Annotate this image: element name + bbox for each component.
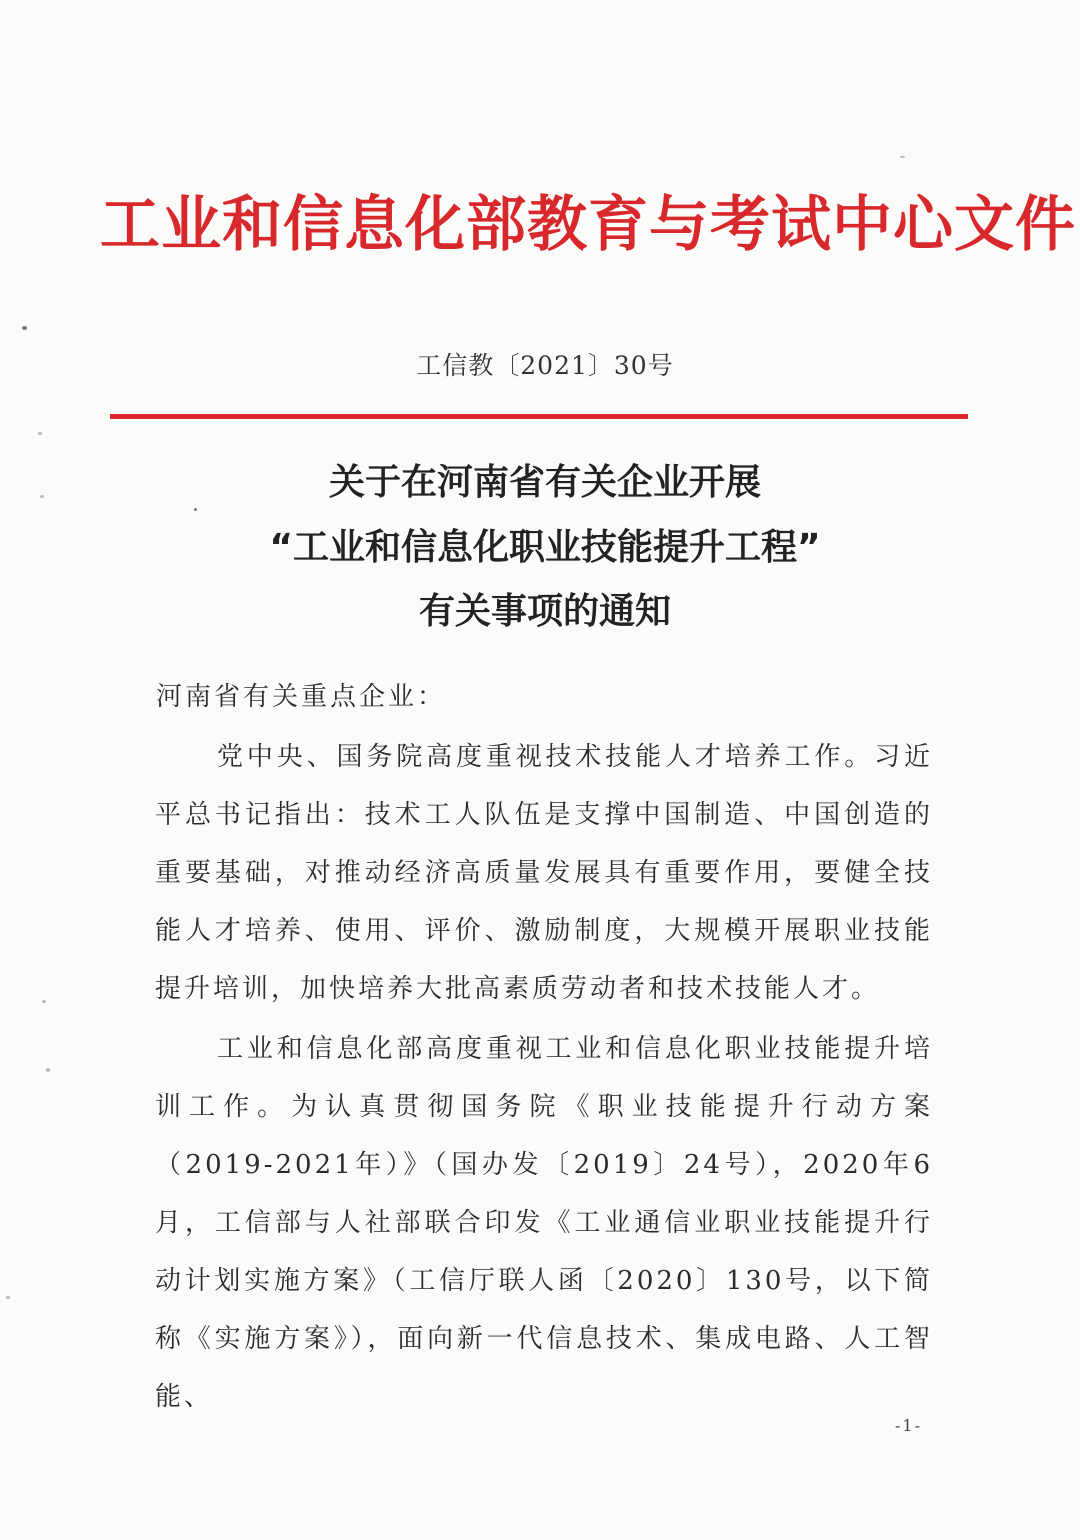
body-paragraph-1: 党中央、国务院高度重视技术技能人才培养工作。习近平总书记指出：技术工人队伍是支撑中国制造、中国创造的重要基础，对推动经济高质量发展具有重要作用，要健全技能人才培养、使用、评价、激励制度，大规模开展职业技能提升培训，加快培养大批高素质劳动者和技术技能人才。 bbox=[155, 742, 933, 1004]
scan-speck bbox=[40, 495, 44, 498]
document-issuer-title: 工业和信息化部教育与考试中心文件 bbox=[100, 190, 1076, 260]
scan-speck bbox=[900, 156, 905, 158]
notice-title-line-1: 关于在河南省有关企业开展 bbox=[328, 462, 761, 503]
scan-speck bbox=[38, 432, 42, 435]
scan-speck bbox=[46, 1068, 50, 1072]
body-paragraph-2: 工业和信息化部高度重视工业和信息化职业技能提升培训工作。为认真贯彻国务院《职业技能提升行动方案（2019-2021年）》（国办发〔2019〕24号），2020年6月，工信部与人社部联合印发《工业通信业职业技能提升行动计划实施方案》（工信厅联人函〔2020〕130号，以下简称《实施方案》），面向新一代信息技术、集成电路、人工智能、 bbox=[155, 1034, 933, 1412]
document-number: 工信教〔2021〕30号 bbox=[416, 351, 674, 380]
notice-title-line-3: 有关事项的通知 bbox=[418, 591, 671, 632]
notice-title-line-2: “工业和信息化职业技能提升工程” bbox=[269, 527, 821, 568]
page-number: -1- bbox=[895, 1416, 922, 1435]
salutation: 河南省有关重点企业： bbox=[156, 682, 447, 712]
scan-speck bbox=[6, 1296, 10, 1299]
red-divider-line bbox=[110, 414, 968, 419]
scan-speck bbox=[194, 508, 197, 511]
scan-speck bbox=[22, 326, 27, 330]
scan-speck bbox=[42, 1000, 46, 1003]
